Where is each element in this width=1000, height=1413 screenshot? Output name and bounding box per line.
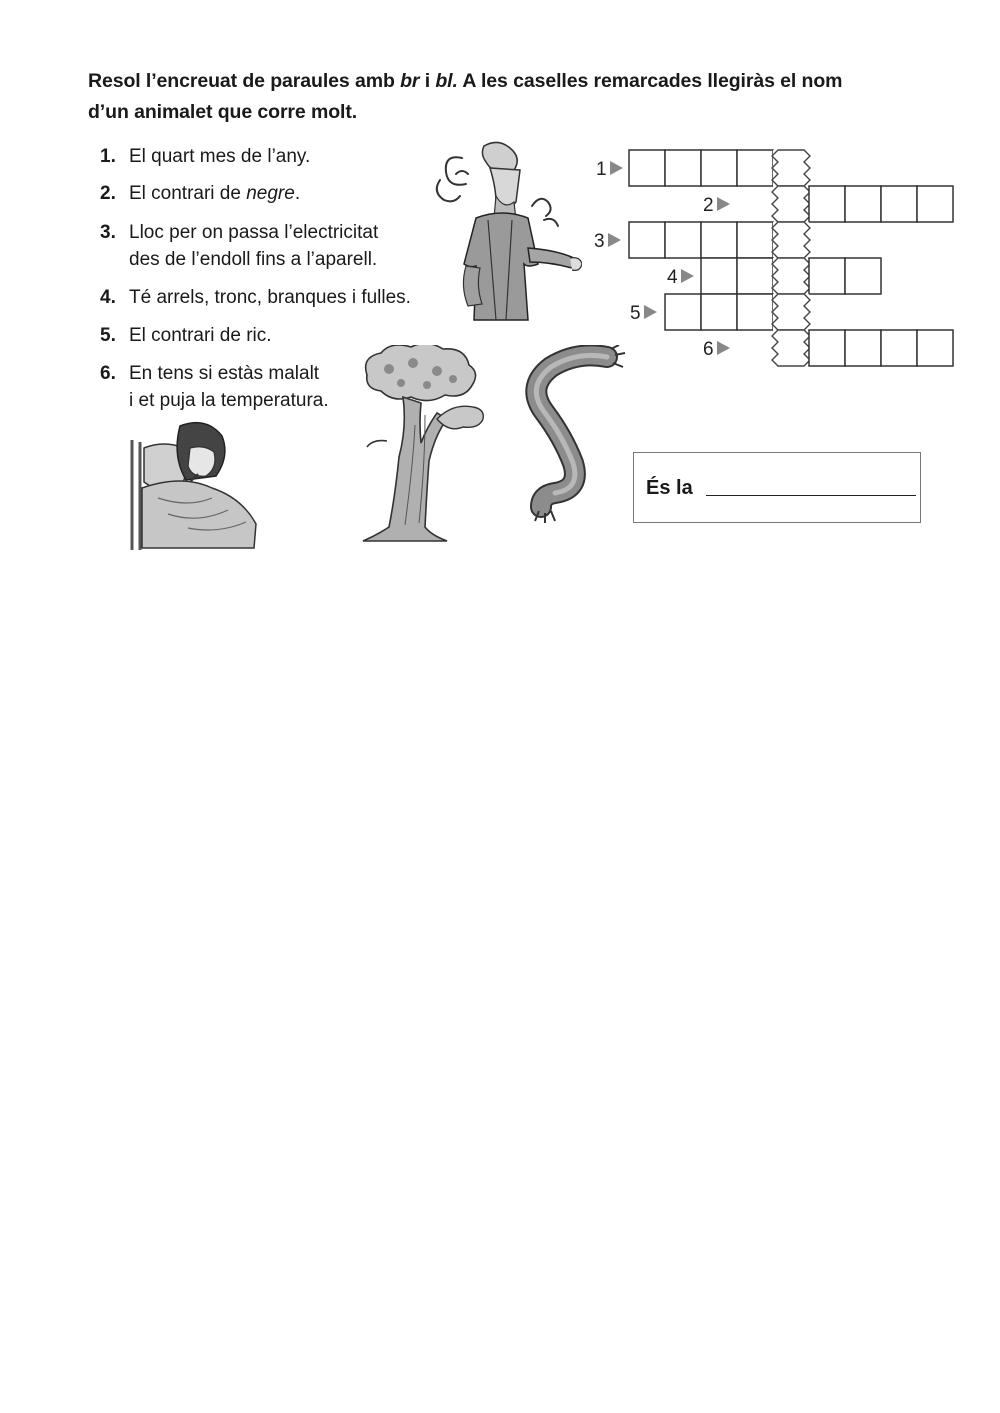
answer-box: [633, 452, 921, 523]
crossword-cell[interactable]: [701, 150, 737, 186]
crossword-cell[interactable]: [665, 150, 701, 186]
crossword-cell[interactable]: [809, 330, 845, 366]
crossword-highlight-border: [772, 150, 810, 186]
crossword-row-label: 6: [703, 339, 714, 360]
crossword-cell[interactable]: [809, 258, 845, 294]
clue-number: 1.: [100, 146, 116, 167]
crossword-cell[interactable]: [701, 294, 737, 330]
crossword-cell[interactable]: [629, 150, 665, 186]
arrow-right-icon: [717, 341, 730, 355]
crossword-cell[interactable]: [737, 150, 773, 186]
clue-text: El contrari de ric.: [129, 325, 272, 346]
instructions-line2: d’un animalet que corre molt.: [88, 101, 358, 123]
crossword-row-label: 3: [594, 231, 605, 252]
answer-input-line[interactable]: [706, 495, 916, 496]
crossword-cell[interactable]: [737, 222, 773, 258]
crossword-row-label: 2: [703, 195, 714, 216]
crossword-row-4: [667, 258, 881, 294]
crossword-row-label: 1: [596, 159, 607, 180]
crossword-highlight-border: [772, 330, 810, 366]
instructions-part1: Resol l’encreuat de paraules amb: [88, 70, 401, 92]
arrow-right-icon: [681, 269, 694, 283]
clue-text: Lloc per on passa l’electricitat: [129, 222, 379, 243]
crossword-row-label: 5: [630, 303, 641, 324]
clue-text: En tens si estàs malalt: [129, 363, 320, 384]
crossword-cell[interactable]: [881, 186, 917, 222]
clue-text: El quart mes de l’any.: [129, 146, 311, 167]
clue-number: 5.: [100, 325, 116, 346]
crossword-cell[interactable]: [665, 222, 701, 258]
crossword-cell[interactable]: [845, 258, 881, 294]
crossword-cell[interactable]: [917, 186, 953, 222]
crossword-cell[interactable]: [737, 258, 773, 294]
clue-text: Té arrels, tronc, branques i fulles.: [129, 287, 411, 308]
crossword-highlight-border: [772, 186, 810, 222]
clue-text-after: .: [294, 183, 301, 204]
instructions-br: br: [400, 70, 420, 92]
crossword-cell[interactable]: [809, 186, 845, 222]
clue-text-line2: des de l’endoll fins a l’aparell.: [129, 249, 378, 270]
crossword-cell[interactable]: [665, 294, 701, 330]
arrow-right-icon: [644, 305, 657, 319]
crossword-row-1: [596, 150, 810, 186]
clue-number: 3.: [100, 222, 116, 243]
crossword-highlight-border: [772, 294, 810, 330]
crossword-highlight-border: [772, 222, 810, 258]
crossword-cell[interactable]: [737, 294, 773, 330]
clue-number: 2.: [100, 183, 116, 204]
instructions-part3: A les caselles remarcades llegiràs el nom: [457, 70, 843, 92]
clue-text-line2: i et puja la temperatura.: [129, 390, 329, 411]
arrow-right-icon: [717, 197, 730, 211]
clue-number: 6.: [100, 363, 116, 384]
crossword-cell[interactable]: [629, 222, 665, 258]
crossword-cell[interactable]: [845, 330, 881, 366]
crossword-row-2: [703, 186, 953, 222]
crossword-row-label: 4: [667, 267, 678, 288]
crossword-row-3: [594, 222, 810, 258]
crossword-cell[interactable]: [917, 330, 953, 366]
crossword-cell[interactable]: [845, 186, 881, 222]
instructions-bl: bl.: [435, 70, 458, 92]
arrow-right-icon: [608, 233, 621, 247]
clue-number: 4.: [100, 287, 116, 308]
clue-text-em: negre: [246, 183, 295, 204]
crossword-cell[interactable]: [701, 258, 737, 294]
crossword-row-5: [630, 294, 810, 330]
clue-text-before: El contrari de: [129, 183, 247, 204]
crossword-cell[interactable]: [701, 222, 737, 258]
instructions-part2: i: [419, 70, 436, 92]
arrow-right-icon: [610, 161, 623, 175]
crossword-row-6: [703, 330, 953, 366]
crossword-highlight-border: [772, 258, 810, 294]
crossword-cell[interactable]: [881, 330, 917, 366]
answer-label: És la: [646, 477, 693, 499]
